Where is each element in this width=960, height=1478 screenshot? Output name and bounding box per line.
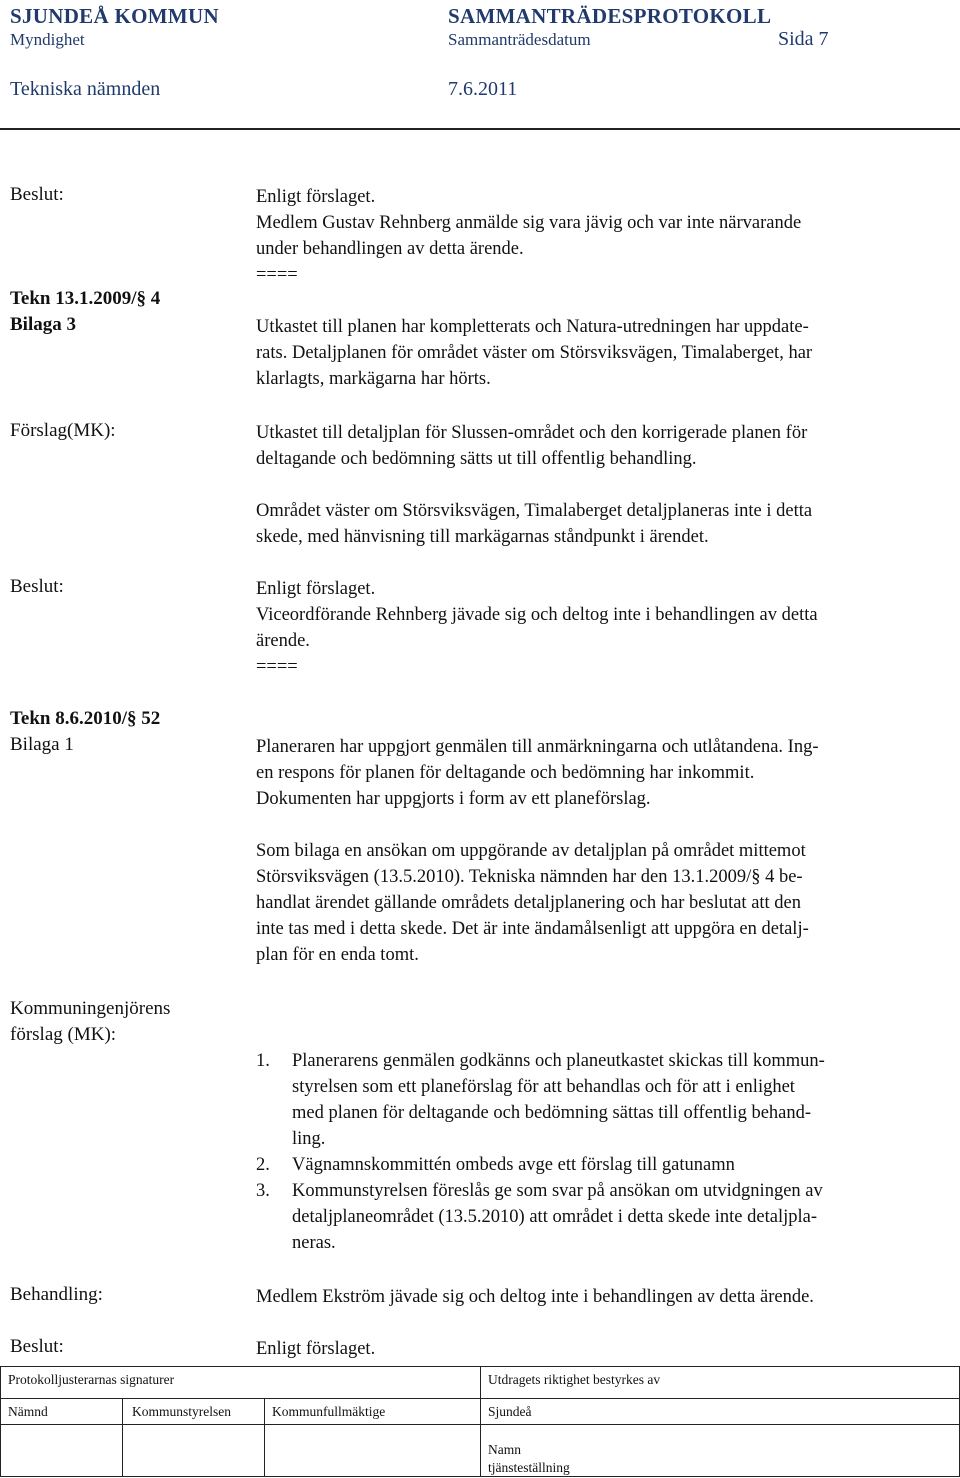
- list-line: Kommunstyrelsen föreslås ge som svar på ansökan om utvidgningen av: [292, 1181, 823, 1201]
- list-line: Vägnamnskommittén ombeds avge ett förslag till gatunamn: [292, 1155, 735, 1175]
- paragraph-line: plan för en enda tomt.: [256, 945, 419, 965]
- paragraph-line: rats. Detaljplanen för området väster om Störsviksvägen, Timalaberget, har: [256, 343, 813, 363]
- list-line: neras.: [292, 1233, 336, 1253]
- list-line: Planerarens genmälen godkänns och planeutkastet skickas till kommun-: [292, 1051, 825, 1071]
- footer-name-label: Namn: [488, 1442, 521, 1457]
- list-line: detaljplaneområdet (13.5.2010) att området i detta skede inte detaljpla-: [292, 1207, 818, 1227]
- list-number: 2.: [256, 1155, 270, 1175]
- section2-attachment: Bilaga 1: [10, 734, 74, 755]
- authority-label: Myndighet: [10, 30, 85, 49]
- meeting-date: 7.6.2011: [448, 78, 518, 100]
- paragraph-line: skede, med hänvisning till markägarnas ståndpunkt i ärendet.: [256, 527, 709, 547]
- signatures-label: Protokolljusterarnas signaturer: [8, 1372, 175, 1387]
- paragraph-line: Området väster om Störsviksvägen, Timalaberget detaljplaneras inte i detta: [256, 501, 813, 521]
- list-line: styrelsen som ett planeförslag för att behandlas och för att i enlighet: [292, 1077, 795, 1097]
- separator-marks: ====: [256, 265, 298, 285]
- list-number: 1.: [256, 1051, 270, 1071]
- separator-marks: ====: [256, 657, 298, 677]
- section1-attachment: Bilaga 3: [10, 314, 76, 335]
- footer-col-divider: [264, 1398, 265, 1477]
- proposal-label-line: Kommuningenjörens: [10, 998, 171, 1019]
- beslut2-line: Enligt förslaget.: [256, 579, 376, 599]
- section2-reference: Tekn 8.6.2010/§ 52: [10, 708, 161, 729]
- section1-paragraph-1: [256, 314, 812, 392]
- section2-paragraph-2: [256, 838, 809, 968]
- footer-place: Sjundeå: [488, 1404, 532, 1419]
- list-item: [256, 1152, 825, 1178]
- page-number: Sida 7: [778, 28, 829, 50]
- list-line: med planen för deltagande och bedömning sättas till offentlig behand-: [292, 1103, 812, 1123]
- footer-position-label: tjänsteställning: [488, 1460, 570, 1475]
- footer-left-border: [0, 1366, 1, 1477]
- behandling-text: Medlem Ekström jävade sig och deltog inte i behandlingen av detta ärende.: [256, 1287, 814, 1307]
- section2-paragraph-1: [256, 734, 819, 812]
- beslut-text-3: Enligt förslaget.: [256, 1339, 376, 1359]
- committee-name: Tekniska nämnden: [10, 78, 161, 100]
- beslut1-line: under behandlingen av detta ärende.: [256, 239, 524, 259]
- meeting-date-label: Sammanträdesdatum: [448, 30, 591, 49]
- proposal-label-line: förslag (MK):: [10, 1024, 117, 1045]
- footer-col-divider: [122, 1398, 123, 1477]
- paragraph-line: Planeraren har uppgjort genmälen till anmärkningarna och utlåtandena. Ing-: [256, 737, 819, 757]
- footer-col-namnd: Nämnd: [8, 1404, 48, 1419]
- document-type: SAMMANTRÄDESPROTOKOLL: [448, 4, 772, 28]
- footer-col-divider: [480, 1366, 481, 1477]
- beslut-text-1: [256, 184, 801, 288]
- section1-reference: Tekn 13.1.2009/§ 4: [10, 288, 161, 309]
- paragraph-line: Som bilaga en ansökan om uppgörande av detaljplan på området mittemot: [256, 841, 806, 861]
- footer-col-kommunstyrelsen: Kommunstyrelsen: [132, 1404, 231, 1419]
- certified-label: Utdragets riktighet bestyrkes av: [488, 1372, 661, 1387]
- paragraph-line: Utkastet till planen har kompletterats och Natura-utredningen har uppdate-: [256, 317, 809, 337]
- paragraph-line: Störsviksvägen (13.5.2010). Tekniska nämnden har den 13.1.2009/§ 4 be-: [256, 867, 803, 887]
- proposal-list: [256, 1048, 825, 1256]
- paragraph-line: Utkastet till detaljplan för Slussen-området och den korrigerade planen för: [256, 423, 808, 443]
- beslut2-line: ärende.: [256, 631, 310, 651]
- beslut-label-2: Beslut:: [10, 576, 64, 597]
- beslut-label-1: Beslut:: [10, 184, 64, 205]
- behandling-label: Behandling:: [10, 1284, 103, 1305]
- paragraph-line: inte tas med i detta skede. Det är inte ändamålsenligt att uppgöra en detalj-: [256, 919, 809, 939]
- list-item: [256, 1048, 825, 1152]
- paragraph-line: Dokumenten har uppgjorts i form av ett planeförslag.: [256, 789, 651, 809]
- footer-col-kommunfullmaktige: Kommunfullmäktige: [272, 1404, 386, 1419]
- section1-paragraph-2: [256, 420, 807, 472]
- beslut1-line: Enligt förslaget.: [256, 187, 376, 207]
- paragraph-line: handlat ärendet gällande områdets detaljplanering och har beslutat att den: [256, 893, 802, 913]
- forslag-label: Förslag(MK):: [10, 420, 116, 441]
- list-item: [256, 1178, 825, 1256]
- section1-paragraph-3: [256, 498, 812, 550]
- beslut-label-3: Beslut:: [10, 1336, 64, 1357]
- list-line: ling.: [292, 1129, 326, 1149]
- paragraph-line: en respons för planen för deltagande och bedömning har inkommit.: [256, 763, 755, 783]
- paragraph-line: deltagande och bedömning sätts ut till offentlig behandling.: [256, 449, 697, 469]
- beslut1-line: Medlem Gustav Rehnberg anmälde sig vara jävig och var inte närvarande: [256, 213, 802, 233]
- list-number: 3.: [256, 1181, 270, 1201]
- municipality-name: SJUNDEÅ KOMMUN: [10, 4, 219, 28]
- beslut2-line: Viceordförande Rehnberg jävade sig och deltog inte i behandlingen av detta: [256, 605, 818, 625]
- beslut-text-2: [256, 576, 818, 680]
- header-divider: [0, 128, 960, 130]
- paragraph-line: klarlagts, markägarna har hörts.: [256, 369, 491, 389]
- proposal-label: [10, 996, 170, 1048]
